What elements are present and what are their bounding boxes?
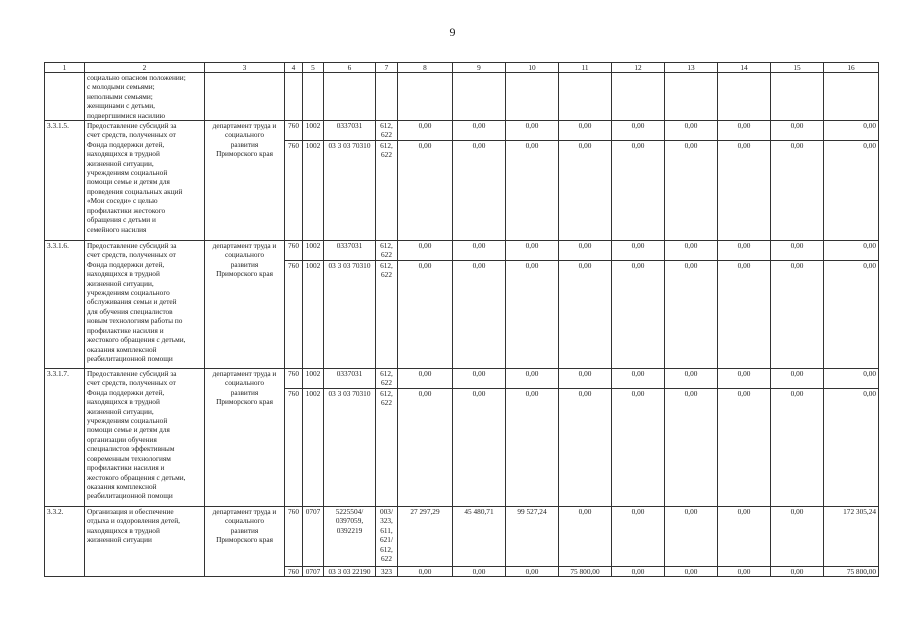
csr-code: 03 3 03 70310 xyxy=(324,261,376,369)
value-cell: 0,00 xyxy=(506,567,559,577)
csr-code: 03 3 03 22190 xyxy=(324,567,376,577)
value-cell: 0,00 xyxy=(612,121,665,141)
value-cell: 0,00 xyxy=(453,369,506,389)
column-number: 15 xyxy=(771,63,824,73)
column-number: 3 xyxy=(205,63,285,73)
item-executor: департамент труда и социального развития Приморского края xyxy=(205,121,285,241)
value-cell: 0,00 xyxy=(771,141,824,241)
grbs-code: 760 xyxy=(285,369,303,389)
value-cell: 0,00 xyxy=(665,261,718,369)
vr-code: 612, 622 xyxy=(376,389,398,507)
value-cell: 0,00 xyxy=(771,507,824,567)
value-cell: 0,00 xyxy=(771,121,824,141)
item-executor: департамент труда и социального развития Приморского края xyxy=(205,369,285,507)
value-cell: 0,00 xyxy=(559,369,612,389)
column-number: 4 xyxy=(285,63,303,73)
item-name: Предоставление субсидий за счет средств, полученных от Фонда поддержки детей, находящихся в трудной жизненной ситуации, учреждениям социального обслуживания семьи и детей для обучения специалистов новым технологиям работы по профилактике насилия и жестокого обращения с детьми, оказания комплексной реабилитационной помощи xyxy=(85,241,205,369)
item-name: Предоставление субсидий за счет средств, полученных от Фонда поддержки детей, находящихся в трудной жизненной ситуации, учреждениям социальной помощи семье и детям для проведения социальных акций «Мои соседи» с целью профилактики жестокого обращения с детьми и семейного насилия xyxy=(85,121,205,241)
page-number: 9 xyxy=(449,25,456,39)
value-cell: 0,00 xyxy=(665,121,718,141)
grbs-code: 760 xyxy=(285,567,303,577)
value-cell: 0,00 xyxy=(559,241,612,261)
item-number: 3.3.2. xyxy=(45,507,85,577)
value-cell: 172 305,24 xyxy=(824,507,879,567)
grbs-code: 760 xyxy=(285,507,303,567)
value-cell: 0,00 xyxy=(559,121,612,141)
value-cell: 0,00 xyxy=(771,241,824,261)
column-number: 6 xyxy=(324,63,376,73)
table-row xyxy=(45,121,879,141)
value-cell: 0,00 xyxy=(398,261,453,369)
grbs-code: 760 xyxy=(285,261,303,369)
grbs-code: 760 xyxy=(285,389,303,507)
value-cell: 0,00 xyxy=(559,389,612,507)
csr-code: 0337031 xyxy=(324,121,376,141)
value-cell: 0,00 xyxy=(453,261,506,369)
grbs-code: 760 xyxy=(285,241,303,261)
value-cell: 0,00 xyxy=(718,567,771,577)
table-row xyxy=(45,507,879,567)
rzpr-code: 0707 xyxy=(303,567,324,577)
value-cell: 0,00 xyxy=(398,567,453,577)
value-cell: 0,00 xyxy=(612,241,665,261)
csr-code: 03 3 03 70310 xyxy=(324,141,376,241)
value-cell: 0,00 xyxy=(398,389,453,507)
budget-table xyxy=(44,62,879,577)
value-cell: 75 800,00 xyxy=(824,567,879,577)
rzpr-code: 1002 xyxy=(303,241,324,261)
value-cell: 0,00 xyxy=(453,241,506,261)
value-cell: 0,00 xyxy=(612,389,665,507)
vr-code: 612, 622 xyxy=(376,141,398,241)
value-cell: 0,00 xyxy=(398,121,453,141)
csr-code: 0337031 xyxy=(324,241,376,261)
value-cell: 0,00 xyxy=(453,567,506,577)
value-cell: 0,00 xyxy=(612,141,665,241)
value-cell: 0,00 xyxy=(612,567,665,577)
vr-code: 003/ 323, 611, 621/ 612, 622 xyxy=(376,507,398,567)
value-cell: 0,00 xyxy=(718,261,771,369)
value-cell: 0,00 xyxy=(665,389,718,507)
rzpr-code: 1002 xyxy=(303,141,324,241)
value-cell: 0,00 xyxy=(559,507,612,567)
value-cell: 0,00 xyxy=(718,389,771,507)
column-number: 12 xyxy=(612,63,665,73)
item-name: Организация и обеспечение отдыха и оздоровления детей, находящихся в трудной жизненной ситуации xyxy=(85,507,205,577)
value-cell: 0,00 xyxy=(718,507,771,567)
value-cell: 0,00 xyxy=(771,389,824,507)
value-cell: 0,00 xyxy=(718,121,771,141)
value-cell: 0,00 xyxy=(824,141,879,241)
column-number: 10 xyxy=(506,63,559,73)
value-cell: 27 297,29 xyxy=(398,507,453,567)
value-cell: 0,00 xyxy=(665,507,718,567)
rzpr-code: 0707 xyxy=(303,507,324,567)
value-cell: 0,00 xyxy=(506,121,559,141)
rzpr-code: 1002 xyxy=(303,389,324,507)
csr-code: 03 3 03 70310 xyxy=(324,389,376,507)
value-cell: 0,00 xyxy=(824,261,879,369)
value-cell: 0,00 xyxy=(506,261,559,369)
column-number: 9 xyxy=(453,63,506,73)
value-cell: 0,00 xyxy=(398,241,453,261)
value-cell: 0,00 xyxy=(771,369,824,389)
grbs-code: 760 xyxy=(285,141,303,241)
value-cell: 0,00 xyxy=(612,369,665,389)
value-cell: 0,00 xyxy=(665,567,718,577)
column-number: 1 xyxy=(45,63,85,73)
grbs-code: 760 xyxy=(285,121,303,141)
value-cell: 0,00 xyxy=(665,241,718,261)
value-cell: 0,00 xyxy=(506,389,559,507)
rzpr-code: 1002 xyxy=(303,369,324,389)
value-cell: 0,00 xyxy=(824,369,879,389)
value-cell: 0,00 xyxy=(398,141,453,241)
continuation-text: социально опасном положении; с молодыми семьями; неполными семьями; женщинами с детьми, подвергшимися насилию xyxy=(85,73,205,121)
value-cell: 0,00 xyxy=(453,389,506,507)
item-name: Предоставление субсидий за счет средств, полученных от Фонда поддержки детей, находящихся в трудной жизненной ситуации, учреждениям социальной помощи семье и детям для организации обучения специалистов эффективным современным технологиям профилактики насилия и жестокого обращения с детьми, оказания комплексной реабилитационной помощи xyxy=(85,369,205,507)
value-cell: 0,00 xyxy=(824,121,879,141)
vr-code: 323 xyxy=(376,567,398,577)
value-cell: 75 800,00 xyxy=(559,567,612,577)
column-number: 8 xyxy=(398,63,453,73)
vr-code: 612, 622 xyxy=(376,121,398,141)
value-cell: 0,00 xyxy=(506,369,559,389)
column-number: 16 xyxy=(824,63,879,73)
column-number-row xyxy=(45,63,879,73)
value-cell: 0,00 xyxy=(718,141,771,241)
column-number: 5 xyxy=(303,63,324,73)
value-cell: 0,00 xyxy=(718,369,771,389)
vr-code: 612, 622 xyxy=(376,261,398,369)
rzpr-code: 1002 xyxy=(303,261,324,369)
table-row xyxy=(45,369,879,389)
value-cell: 0,00 xyxy=(506,241,559,261)
item-executor: департамент труда и социального развития Приморского края xyxy=(205,241,285,369)
table-row xyxy=(45,241,879,261)
value-cell: 0,00 xyxy=(771,261,824,369)
value-cell: 0,00 xyxy=(824,241,879,261)
vr-code: 612, 622 xyxy=(376,369,398,389)
value-cell: 0,00 xyxy=(559,261,612,369)
csr-code: 5225504/ 0397059, 0392219 xyxy=(324,507,376,567)
column-number: 11 xyxy=(559,63,612,73)
value-cell: 0,00 xyxy=(453,141,506,241)
item-executor: департамент труда и социального развития Приморского края xyxy=(205,507,285,577)
value-cell: 0,00 xyxy=(612,507,665,567)
column-number: 2 xyxy=(85,63,205,73)
item-number: 3.3.1.7. xyxy=(45,369,85,507)
value-cell: 99 527,24 xyxy=(506,507,559,567)
csr-code: 0337031 xyxy=(324,369,376,389)
value-cell: 45 480,71 xyxy=(453,507,506,567)
column-number: 7 xyxy=(376,63,398,73)
value-cell: 0,00 xyxy=(771,567,824,577)
value-cell: 0,00 xyxy=(453,121,506,141)
item-number: 3.3.1.6. xyxy=(45,241,85,369)
column-number: 13 xyxy=(665,63,718,73)
value-cell: 0,00 xyxy=(398,369,453,389)
value-cell: 0,00 xyxy=(665,369,718,389)
value-cell: 0,00 xyxy=(824,389,879,507)
value-cell: 0,00 xyxy=(665,141,718,241)
value-cell: 0,00 xyxy=(559,141,612,241)
vr-code: 612, 622 xyxy=(376,241,398,261)
item-number: 3.3.1.5. xyxy=(45,121,85,241)
value-cell: 0,00 xyxy=(506,141,559,241)
continuation-row xyxy=(45,73,879,121)
column-number: 14 xyxy=(718,63,771,73)
value-cell: 0,00 xyxy=(718,241,771,261)
rzpr-code: 1002 xyxy=(303,121,324,141)
value-cell: 0,00 xyxy=(612,261,665,369)
